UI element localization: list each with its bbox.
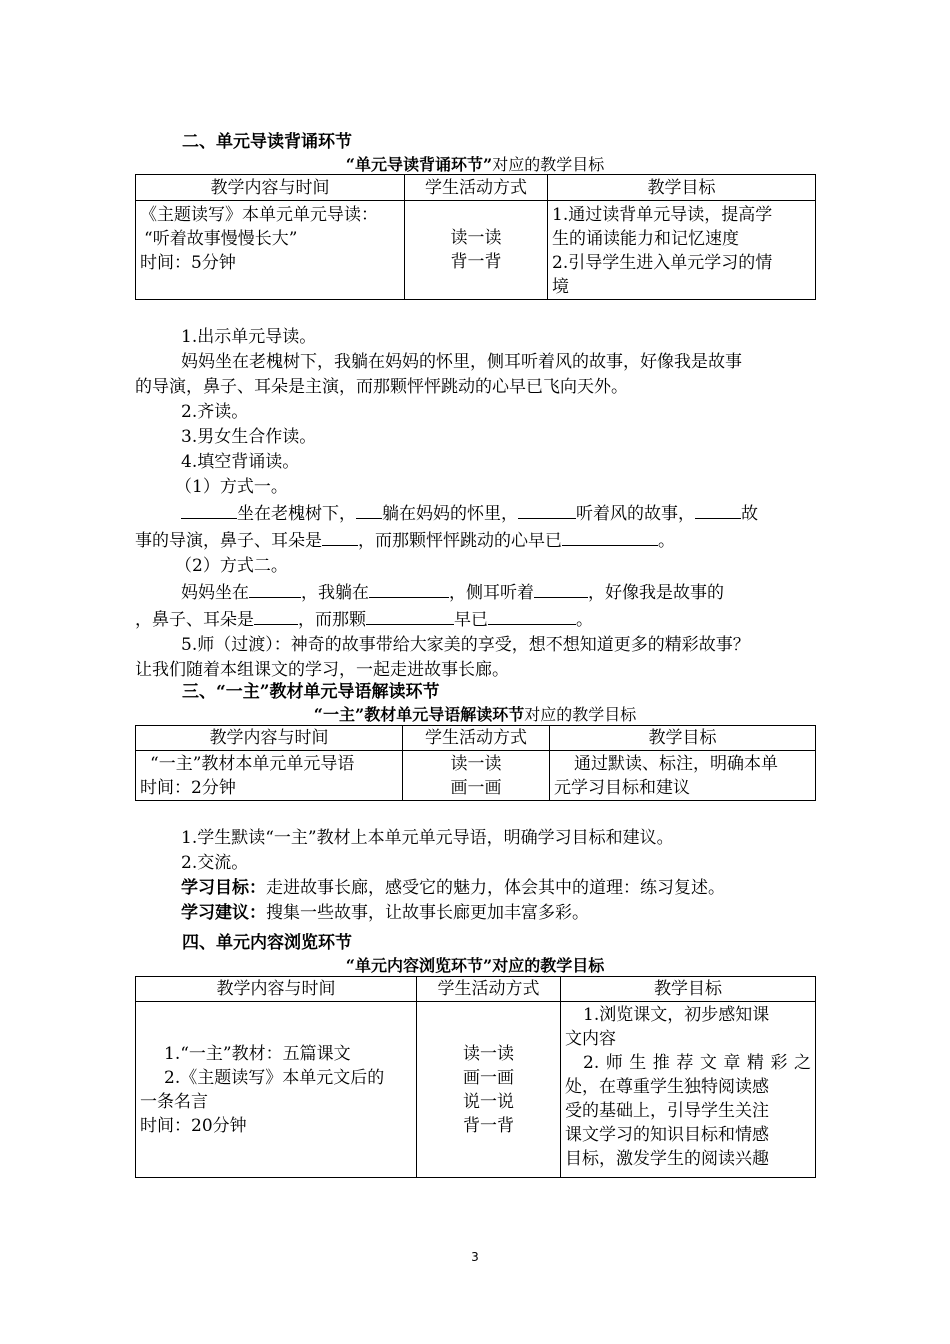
paragraph: 1.出示单元导读。 bbox=[181, 327, 317, 347]
cell-goals bbox=[550, 751, 816, 801]
fill-blank-line bbox=[135, 579, 815, 606]
paragraph: （2）方式二。 bbox=[175, 556, 288, 576]
goal-line: 文内容 bbox=[565, 1029, 616, 1049]
content-line: “听着故事慢慢长大” bbox=[144, 229, 298, 249]
text: 。 bbox=[576, 610, 593, 630]
cell-goals bbox=[548, 201, 816, 300]
content-line: “一主”教材本单元单元导语 bbox=[150, 753, 355, 774]
goal-line: 处，在尊重学生独特阅读感 bbox=[565, 1077, 769, 1097]
content-line: 一条名言 bbox=[140, 1091, 208, 1112]
table-caption-4: “单元内容浏览环节”对应的教学目标 bbox=[345, 956, 605, 975]
text: 。 bbox=[658, 531, 675, 551]
cell-activity bbox=[405, 201, 548, 300]
fill-blank-line bbox=[135, 500, 815, 527]
cell-content bbox=[136, 1002, 417, 1178]
table-caption-2 bbox=[0, 152, 950, 175]
goal-line: 通过默读、标注，明确本单 bbox=[574, 753, 778, 774]
paragraph: 的导演，鼻子、耳朵是主演，而那颗怦怦跳动的心早已飞向天外。 bbox=[135, 377, 628, 397]
text: 躺在妈妈的怀里， bbox=[382, 504, 518, 524]
goal-line: 受的基础上，引导学生关注 bbox=[565, 1101, 769, 1121]
header-goals: 教学目标 bbox=[561, 977, 816, 1002]
activity-line: 读一读 bbox=[450, 228, 502, 248]
goal-line: 2.引导学生进入单元学习的情 bbox=[552, 253, 773, 273]
header-activity: 学生活动方式 bbox=[403, 726, 550, 751]
text: 听着风的故事， bbox=[576, 504, 695, 524]
goal-line: 生的诵读能力和记忆速度 bbox=[552, 229, 739, 249]
header-content: 教学内容与时间 bbox=[136, 977, 417, 1002]
activity-line: 背一背 bbox=[450, 252, 502, 272]
table-caption-3 bbox=[0, 702, 950, 725]
section-heading-3: 三、“一主”教材单元导语解读环节 bbox=[182, 682, 440, 702]
section-heading-2: 二、单元导读背诵环节 bbox=[182, 132, 352, 152]
goal-line: 目标，激发学生的阅读兴趣 bbox=[565, 1149, 769, 1169]
text: 早已 bbox=[454, 610, 488, 630]
table-guide-reading bbox=[135, 725, 816, 801]
goal-line: 课文学习的知识目标和情感 bbox=[565, 1125, 769, 1145]
text: ，而那颗 bbox=[298, 610, 366, 630]
table-content-browse bbox=[135, 976, 816, 1178]
header-activity: 学生活动方式 bbox=[417, 977, 561, 1002]
text: 事的导演，鼻子、耳朵是 bbox=[135, 531, 322, 551]
activity-line: 画一画 bbox=[450, 777, 502, 798]
header-goals: 教学目标 bbox=[550, 726, 816, 751]
text: ，而那颗怦怦跳动的心早已 bbox=[358, 531, 562, 551]
content-line: 时间：5分钟 bbox=[140, 253, 236, 273]
paragraph: 妈妈坐在老槐树下，我躺在妈妈的怀里，侧耳听着风的故事，好像我是故事 bbox=[181, 352, 742, 372]
text: 搜集一些故事，让故事长廊更加丰富多彩。 bbox=[266, 903, 589, 923]
text: 走进故事长廊，感受它的魅力，体会其中的道理：练习复述。 bbox=[266, 878, 725, 898]
text: ，鼻子、耳朵是 bbox=[135, 610, 254, 630]
paragraph: 4.填空背诵读。 bbox=[181, 452, 300, 472]
paragraph bbox=[135, 901, 815, 926]
goal-line: 境 bbox=[552, 277, 569, 297]
content-line: 《主题读写》本单元单元导读： bbox=[140, 205, 378, 225]
activity-line: 背一背 bbox=[463, 1115, 514, 1136]
text: 故 bbox=[741, 504, 758, 524]
goal-line: 元学习目标和建议 bbox=[554, 777, 690, 798]
activity-line: 读一读 bbox=[450, 753, 502, 774]
cell-activity bbox=[403, 751, 550, 801]
caption-rest: 对应的教学目标 bbox=[524, 705, 637, 724]
goal-line: 1.浏览课文，初步感知课 bbox=[583, 1005, 770, 1025]
paragraph: 5.师（过渡）：神奇的故事带给大家美的享受，想不想知道更多的精彩故事？ bbox=[181, 635, 750, 655]
header-goals: 教学目标 bbox=[548, 175, 816, 201]
text: 妈妈坐在 bbox=[181, 583, 249, 603]
header-content: 教学内容与时间 bbox=[136, 175, 405, 201]
cell-content bbox=[136, 201, 405, 300]
paragraph: （1）方式一。 bbox=[175, 477, 288, 497]
caption-rest: 对应的教学目标 bbox=[492, 155, 605, 174]
paragraph: 3.男女生合作读。 bbox=[181, 427, 317, 447]
goal-line: 1.通过读背单元导读，提高学 bbox=[552, 205, 773, 225]
activity-line: 画一画 bbox=[463, 1067, 514, 1088]
text: ，侧耳听着 bbox=[449, 583, 534, 603]
label: 学习建议： bbox=[181, 903, 266, 923]
paragraph bbox=[135, 876, 815, 901]
section-heading-4: 四、单元内容浏览环节 bbox=[182, 933, 352, 953]
body-section-3 bbox=[135, 826, 815, 926]
header-content: 教学内容与时间 bbox=[136, 726, 403, 751]
content-line: 1.“一主”教材：五篇课文 bbox=[164, 1043, 351, 1064]
content-line: 时间：2分钟 bbox=[140, 777, 236, 798]
paragraph: 1.学生默读“一主”教材上本单元单元导语，明确学习目标和建议。 bbox=[181, 828, 674, 848]
cell-goals bbox=[561, 1002, 816, 1178]
text: ，我躺在 bbox=[301, 583, 369, 603]
goal-line: 2.师生推荐文章精彩之 bbox=[583, 1053, 811, 1073]
activity-line: 说一说 bbox=[463, 1091, 514, 1112]
text: 坐在老槐树下， bbox=[237, 504, 356, 524]
paragraph: 2.齐读。 bbox=[181, 402, 249, 422]
content-line: 时间：20分钟 bbox=[140, 1115, 247, 1136]
caption-bold: “单元导读背诵环节” bbox=[345, 155, 493, 174]
paragraph: 让我们随着本组课文的学习，一起走进故事长廊。 bbox=[135, 660, 509, 680]
label: 学习目标： bbox=[181, 878, 266, 898]
table-unit-reading bbox=[135, 174, 816, 300]
cell-activity bbox=[417, 1002, 561, 1178]
fill-blank-line bbox=[135, 606, 815, 633]
caption-bold: “一主”教材单元导语解读环节 bbox=[313, 705, 525, 724]
paragraph: 2.交流。 bbox=[181, 853, 249, 873]
text: ，好像我是故事的 bbox=[588, 583, 724, 603]
header-activity: 学生活动方式 bbox=[405, 175, 548, 201]
page-number: 3 bbox=[471, 1250, 479, 1264]
body-section-2 bbox=[135, 325, 815, 683]
activity-line: 读一读 bbox=[463, 1043, 514, 1064]
fill-blank-line bbox=[135, 527, 815, 554]
cell-content bbox=[136, 751, 403, 801]
content-line: 2.《主题读写》本单元文后的 bbox=[164, 1067, 385, 1088]
